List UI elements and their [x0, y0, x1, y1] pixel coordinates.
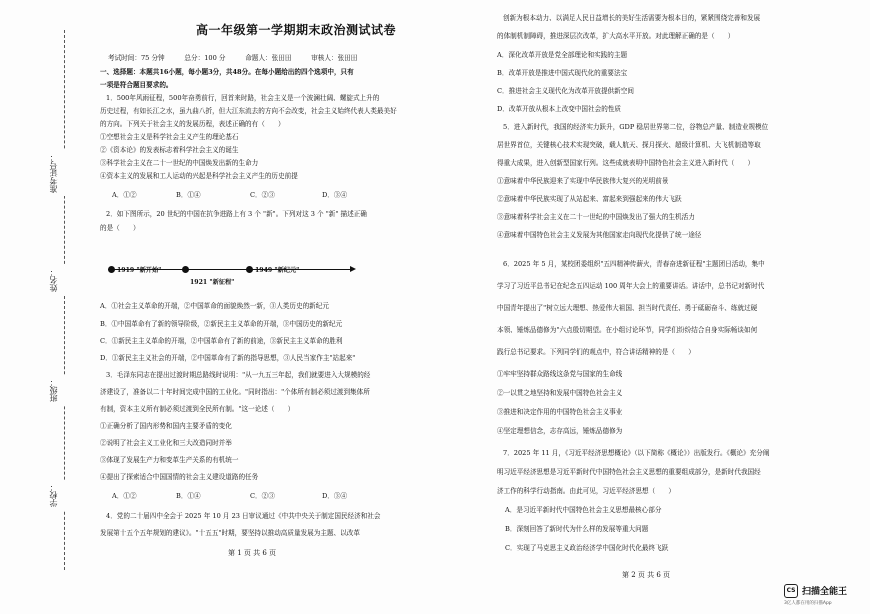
q5-option: ②意味着中华民族实现了从站起来、富起来到强起来的伟大飞跃 — [497, 195, 682, 203]
q3-line: 3．毛泽东同志在提出过渡时期总路线时说明："从一九五三年起，我们就要进入大规模的经 — [106, 371, 371, 379]
q5-line: 5．进入新时代，我国的经济实力跃升，GDP 稳居世界第二位，谷物总产量、制造业规模位 — [503, 123, 769, 131]
q3-line: 有制，资本主义所有制必须过渡到全民所有制。"这一论述（ ） — [100, 405, 295, 413]
timeline-label-1921: 1921 "新征程" — [190, 279, 235, 286]
page-footer-right: 第 2 页 共 6 页 — [622, 571, 671, 579]
q3-option: ②说明了社会主义工业化和三大改造同时并举 — [100, 439, 232, 447]
history-timeline — [106, 263, 356, 287]
q6-line: 6．2025 年 5 月，某校团委组织"五四精神传薪火，青春奋进新征程"主题团日活动，集中 — [503, 260, 765, 268]
q2-choice-c: C．①新民主主义革命的开端，②中国革命有了新的前途，③新民主主义革命的胜利 — [100, 337, 343, 345]
q4-cont-line: 创新为根本动力、以满足人民日益增长的美好生活需要为根本目的，紧紧围绕完善和发展 — [503, 14, 761, 22]
timeline-dot — [108, 266, 115, 273]
q7-choice-b: B．深刻回答了新时代为什么样的发展等重大问题 — [505, 525, 649, 533]
timeline-label-1919: 1919 "新开始" — [117, 267, 162, 274]
q1-option: ③科学社会主义在二十一世纪的中国焕发出新的生命力 — [100, 159, 259, 167]
q3-line: 济建设了，准备以二十年时间完成中国的工业化。"同时指出："个体所有制必须过渡到集体所 — [100, 388, 370, 396]
q1-line: 历史过程，有如长江之水，虽九曲八折，但大江东流去的方向不会改变，社会主义始终代表人类最美好 — [100, 107, 397, 115]
q6-option: ③推进和决定作用的中国特色社会主义事业 — [497, 408, 623, 416]
camscanner-icon: CS — [784, 584, 798, 598]
q5-option: ④意味着中国特色社会主义发展为其他国家走向现代化提供了统一途径 — [497, 231, 702, 239]
q5-option: ①意味着中华民族迎来了实现中华民族伟大复兴的光明前景 — [497, 177, 669, 185]
scanner-watermark-logo — [784, 582, 864, 608]
timeline-dot — [246, 266, 253, 273]
q6-line: 践行总书记要求。下列同学们的观点中，符合讲话精神的是（ ） — [497, 348, 695, 356]
q7-line: 7．2025 年 11 月，《习近平经济思想概论》（以下简称《概论》）出版发行。《概论》充分阐 — [503, 449, 770, 457]
exam-id-label: 准考证号： — [48, 150, 82, 196]
q4-choice-c: C．推进社会主义现代化为改革开放提供新空间 — [497, 87, 634, 95]
q3-choice-b: B．①④ — [176, 492, 201, 500]
timeline-arrow-icon — [350, 266, 356, 272]
q3-choice-d: D．③④ — [322, 492, 348, 500]
watermark-name: 扫描全能王 — [802, 587, 848, 597]
exam-info: 考试时间：75 分钟 总分：100 分 命题人：张田田 审核人：张田田 — [108, 54, 358, 62]
q6-option: ②一以贯之地坚持和发展中国特色社会主义 — [497, 389, 623, 397]
q1-option: ②《资本论》的发表标志着科学社会主义的诞生 — [100, 146, 239, 154]
q1-choice-a: A．①② — [112, 191, 137, 199]
q4-choice-a: A．深化改革开放是党全部理论和实践的主题 — [497, 51, 628, 59]
q3-option: ③体现了发展生产力和变革生产关系的有机统一 — [100, 456, 239, 464]
q3-choice-a: A．①② — [112, 492, 137, 500]
q4-choice-b: B．改革开放是推进中国式现代化的重要法宝 — [497, 69, 628, 77]
q7-choice-c: C．实现了马克思主义政治经济学中国化时代化最终飞跃 — [505, 544, 669, 552]
q6-line: 本领、锤炼品德修为"六点殷切期望。在小组讨论环节，同学们纷纷结合自身实际畅谈如何 — [497, 326, 758, 334]
name-label: 姓名： — [48, 265, 82, 295]
q6-line: 学习了习近平总书记在纪念五四运动 100 周年大会上的重要讲话。讲话中，总书记对新时代 — [497, 282, 765, 290]
q2-line: 2．如下图所示，20 世纪的中国在抗争进路上有 3 个 "新"。下列对这 3 个 "新" 描述正确 — [106, 210, 367, 218]
q4-cont-line: 的体制机制障碍，推进深层次改革，扩大高水平开放。对此理解正确的是（ ） — [497, 32, 735, 40]
section-instruction: 一、选择题：本题共16小题，每小题3分，共48分。在每小题给出的四个选项中，只有 — [100, 68, 354, 76]
q5-option: ③意味着科学社会主义在二十一世纪的中国焕发出了强大的生机活力 — [497, 213, 695, 221]
binding-margin — [50, 30, 80, 570]
section-instruction-2: 一项是符合题目要求的。 — [100, 81, 173, 89]
q4-line: 发展第十五个五年规划的建议》。"十五五"时期，要坚持以推动高质量发展为主题、以改革 — [100, 529, 360, 537]
q5-line: 居世界首位，关键核心技术实现突破，载人航天、探月探火、超级计算机、大飞机制造等取 — [497, 141, 761, 149]
q1-choice-d: D．③④ — [322, 191, 348, 199]
q7-line: 济工作的科学行动指南。由此可见，习近平经济思想（ ） — [497, 487, 676, 495]
timeline-dot — [182, 266, 189, 273]
page-footer-left: 第 1 页 共 6 页 — [228, 549, 277, 557]
q3-option: ④提出了探索适合中国国情的社会主义建设道路的任务 — [100, 473, 259, 481]
class-label: 班级： — [48, 375, 82, 405]
q1-option: ①空想社会主义是科学社会主义产生的理论基石 — [100, 133, 239, 141]
exam-title: 高一年级第一学期期末政治测试试卷 — [196, 23, 397, 37]
q7-choice-a: A．是习近平新时代中国特色社会主义思想最核心部分 — [505, 506, 662, 514]
q6-option: ①牢牢坚持群众路线这条党与国家的生命线 — [497, 370, 623, 378]
q2-choice-b: B．①中国革命有了新的领导阶级，②新民主主义革命的开端，③中国历史的新纪元 — [100, 320, 343, 328]
q4-line: 4．党的二十届四中全会于 2025 年 10 月 23 日审议通过《中共中央关于制定国民经济和社会 — [106, 512, 381, 520]
q6-line: 中国青年提出了"树立远大理想、热爱伟大祖国、担当时代责任、勇于砥砺奋斗、练就过硬 — [497, 304, 758, 312]
q7-line: 明习近平经济思想是习近平新时代中国特色社会主义思想的重要组成部分，是新时代我国经 — [497, 468, 761, 476]
school-label: 学校： — [48, 480, 82, 510]
q1-choice-b: B．①④ — [176, 191, 201, 199]
q2-choice-d: D．①新民主主义社会的开端，②中国革命有了新的指导思想，③人民当家作主"站起来" — [100, 354, 356, 362]
q1-choice-c: C．②③ — [250, 191, 275, 199]
timeline-label-1949: 1949 "新纪元" — [255, 267, 300, 274]
watermark-tagline: 3亿人都在用的扫描App — [784, 601, 832, 606]
q4-choice-d: D．改革开放从根本上改变中国社会的性质 — [497, 105, 621, 113]
q6-option: ④坚定理想信念，志存高远，锤炼品德修为 — [497, 427, 623, 435]
q1-line: 的方向。下列关于社会主义的发展历程，表述正确的有（ ） — [100, 120, 285, 128]
q5-line: 得重大成果，进入创新型国家行列。这些成就表明中国特色社会主义进入新时代（ ） — [497, 159, 755, 167]
q1-line: 1．500年风雨征程，500年奋勇前行，回首来时路，社会主义是一个波澜壮阔、螺旋式上升的 — [106, 94, 380, 102]
q2-line: 的是（ ） — [100, 224, 140, 232]
q1-option: ④资本主义的发展和工人运动的兴起是科学社会主义产生的历史前提 — [100, 172, 298, 180]
q3-choice-c: C．②③ — [250, 492, 275, 500]
q2-choice-a: A．①社会主义革命的开端，②中国革命的面貌焕然一新，③人类历史的新纪元 — [100, 302, 329, 310]
q3-option: ①正确分析了国内形势和国内主要矛盾的变化 — [100, 422, 232, 430]
